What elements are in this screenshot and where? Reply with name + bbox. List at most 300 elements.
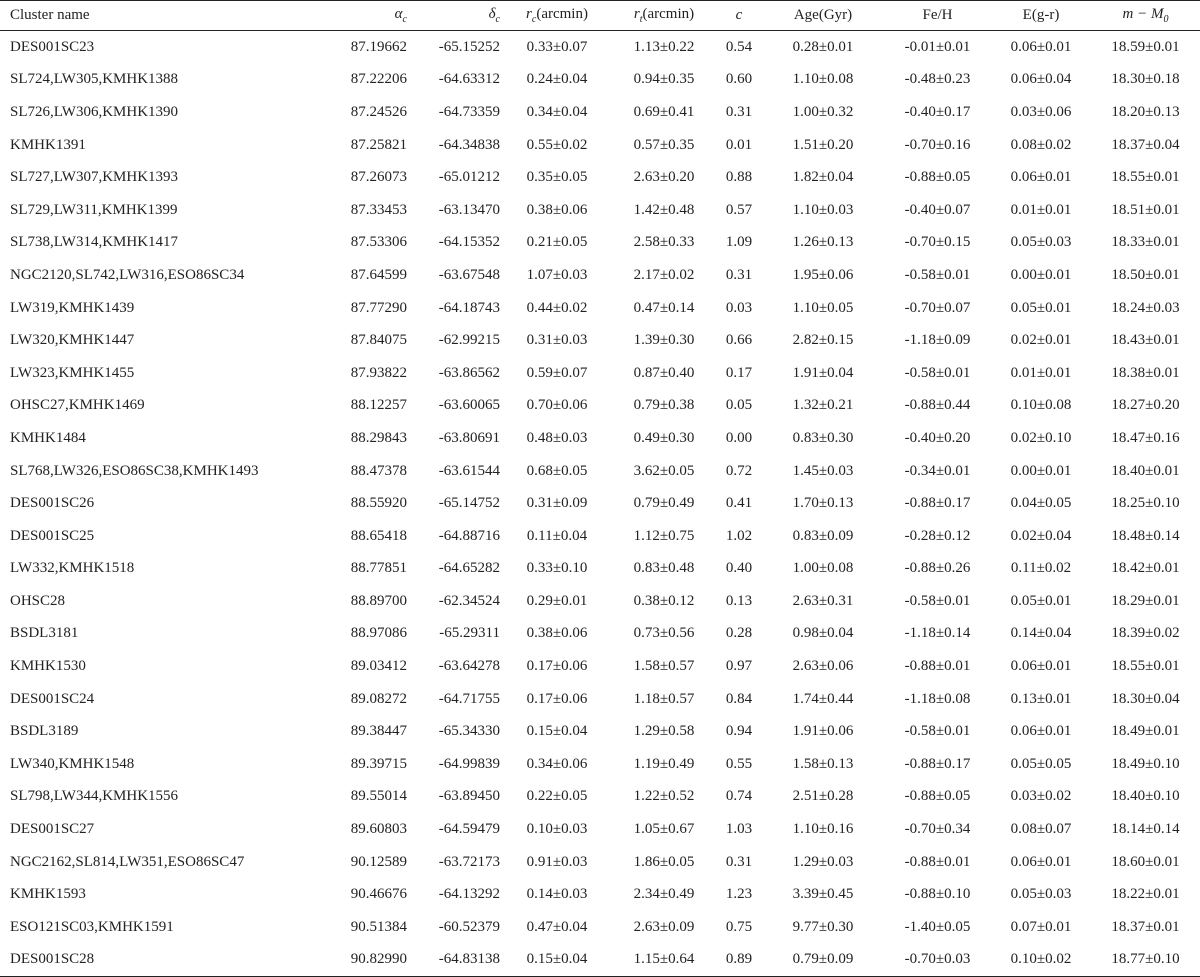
table-row xyxy=(0,813,1200,846)
cell-e-g-r: 0.03±0.02 xyxy=(1010,788,1072,805)
cell-distance-modulus: 18.37±0.04 xyxy=(1111,136,1180,153)
cell-rt-arcmin: 1.19±0.49 xyxy=(633,755,695,772)
cell-delta-c: -63.60065 xyxy=(438,397,500,414)
table-row xyxy=(0,129,1200,162)
cell-rt-arcmin: 0.87±0.40 xyxy=(633,364,695,381)
cell-distance-modulus: 18.25±0.10 xyxy=(1111,495,1180,512)
cell-age-gyr: 0.79±0.09 xyxy=(762,944,884,977)
cell-e-g-r: 0.08±0.07 xyxy=(1010,821,1072,838)
column-header-label: Age(Gyr) xyxy=(793,7,853,23)
cell-rt-arcmin: 1.13±0.22 xyxy=(633,38,695,55)
cell-distance-modulus: 18.14±0.14 xyxy=(1111,821,1180,838)
cell-cluster-name: KMHK1530 xyxy=(10,658,86,675)
cell-delta-c: -60.52379 xyxy=(438,918,500,935)
cell-alpha-c: 90.82990 xyxy=(312,944,409,977)
cell-rc-arcmin: 0.35±0.05 xyxy=(526,169,588,186)
cell-rt-arcmin: 3.62±0.05 xyxy=(633,462,695,479)
cell-rc-arcmin: 0.22±0.05 xyxy=(526,788,588,805)
table-row xyxy=(0,324,1200,357)
cell-fe-h: -1.40±0.05 xyxy=(904,918,971,935)
cell-rt-arcmin: 2.34±0.49 xyxy=(633,886,695,903)
cell-rt-arcmin: 2.63±0.20 xyxy=(633,169,695,186)
cell-alpha-c: 87.33453 xyxy=(350,201,407,218)
cell-concentration: 0.75 xyxy=(725,918,753,935)
cell-fe-h: -0.88±0.01 xyxy=(904,853,971,870)
cell-age-gyr: 1.00±0.32 xyxy=(792,103,854,120)
cell-fe-h: -1.18±0.09 xyxy=(904,332,971,349)
cell-rt-arcmin: 0.38±0.12 xyxy=(633,592,695,609)
cell-alpha-c: 90.46676 xyxy=(350,886,407,903)
cell-distance-modulus: 18.49±0.10 xyxy=(1111,755,1180,772)
cell-rt-arcmin: 1.22±0.52 xyxy=(633,788,695,805)
cell-age-gyr: 0.83±0.30 xyxy=(792,429,854,446)
cell-concentration: 0.60 xyxy=(725,71,753,88)
table-row xyxy=(0,878,1200,911)
cell-cluster-name: ESO121SC03,KMHK1591 xyxy=(10,918,174,935)
cell-age-gyr: 2.51±0.28 xyxy=(792,788,854,805)
cell-distance-modulus: 18.30±0.18 xyxy=(1111,71,1180,88)
column-header-label: E(g-r) xyxy=(1022,7,1060,23)
cell-rt-arcmin: 2.63±0.09 xyxy=(633,918,695,935)
cell-delta-c: -64.83138 xyxy=(409,944,502,977)
cell-rt-arcmin: 1.18±0.57 xyxy=(633,690,695,707)
table-body xyxy=(0,31,1200,977)
table-row xyxy=(0,650,1200,683)
cell-rt-arcmin: 0.69±0.41 xyxy=(633,103,695,120)
cell-age-gyr: 0.98±0.04 xyxy=(792,625,854,642)
cell-alpha-c: 88.97086 xyxy=(350,625,407,642)
cell-fe-h: -0.70±0.07 xyxy=(904,299,971,316)
cell-concentration: 1.03 xyxy=(725,821,753,838)
column-header-cluster-name xyxy=(0,1,312,31)
cell-fe-h: -0.48±0.23 xyxy=(904,71,971,88)
cell-delta-c: -65.34330 xyxy=(438,723,500,740)
table-row xyxy=(0,944,1200,977)
cell-alpha-c: 88.77851 xyxy=(350,560,407,577)
cell-rt-arcmin: 0.79±0.49 xyxy=(633,495,695,512)
cell-e-g-r: 0.06±0.01 xyxy=(1010,169,1072,186)
cell-age-gyr: 1.29±0.03 xyxy=(792,853,854,870)
cell-cluster-name: DES001SC23 xyxy=(10,38,95,55)
cell-cluster-name: NGC2120,SL742,LW316,ESO86SC34 xyxy=(10,266,245,283)
cell-age-gyr: 1.91±0.06 xyxy=(792,723,854,740)
cell-delta-c: -64.63312 xyxy=(438,71,500,88)
column-header-symbol: δ xyxy=(488,6,496,22)
cell-fe-h: -0.70±0.03 xyxy=(884,944,991,977)
column-header-subscript: c xyxy=(402,14,407,25)
cell-e-g-r: 0.11±0.02 xyxy=(1010,560,1072,577)
table-row xyxy=(0,715,1200,748)
cell-distance-modulus: 18.60±0.01 xyxy=(1111,853,1180,870)
column-header-symbol: r xyxy=(633,6,640,22)
cell-rc-arcmin: 0.34±0.06 xyxy=(526,755,588,772)
cell-e-g-r: 0.01±0.01 xyxy=(1010,364,1072,381)
cell-fe-h: -0.88±0.05 xyxy=(904,169,971,186)
cell-fe-h: -0.28±0.12 xyxy=(904,527,971,544)
cell-age-gyr: 2.82±0.15 xyxy=(792,332,854,349)
cell-rt-arcmin: 1.15±0.64 xyxy=(612,944,716,977)
cell-concentration: 0.31 xyxy=(725,103,753,120)
cell-concentration: 0.31 xyxy=(725,266,753,283)
cell-delta-c: -63.67548 xyxy=(438,266,500,283)
cell-e-g-r: 0.04±0.05 xyxy=(1010,495,1072,512)
cell-age-gyr: 1.10±0.08 xyxy=(792,71,854,88)
cell-distance-modulus: 18.51±0.01 xyxy=(1111,201,1180,218)
cell-cluster-name: DES001SC25 xyxy=(10,527,95,544)
cell-e-g-r: 0.02±0.04 xyxy=(1010,527,1072,544)
cell-age-gyr: 1.45±0.03 xyxy=(792,462,854,479)
cell-age-gyr: 1.10±0.05 xyxy=(792,299,854,316)
table-row xyxy=(0,96,1200,129)
column-header-concentration xyxy=(716,1,762,31)
cell-delta-c: -64.88716 xyxy=(438,527,500,544)
cell-alpha-c: 89.03412 xyxy=(350,658,407,675)
cell-fe-h: -0.40±0.17 xyxy=(904,103,971,120)
cell-e-g-r: 0.05±0.03 xyxy=(1010,886,1072,903)
cell-delta-c: -64.59479 xyxy=(438,821,500,838)
cell-concentration: 0.72 xyxy=(725,462,753,479)
cell-e-g-r: 0.06±0.01 xyxy=(1010,658,1072,675)
cell-distance-modulus: 18.48±0.14 xyxy=(1111,527,1180,544)
cell-concentration: 1.02 xyxy=(725,527,753,544)
cell-age-gyr: 2.63±0.31 xyxy=(792,592,854,609)
cell-concentration: 0.88 xyxy=(725,169,753,186)
column-header-subscript: 0 xyxy=(1163,14,1169,25)
cell-alpha-c: 88.12257 xyxy=(350,397,407,414)
cell-age-gyr: 1.58±0.13 xyxy=(792,755,854,772)
cell-distance-modulus: 18.42±0.01 xyxy=(1111,560,1180,577)
cell-rc-arcmin: 0.70±0.06 xyxy=(526,397,588,414)
column-header-symbol: m − M xyxy=(1122,6,1164,22)
cell-concentration: 0.01 xyxy=(725,136,753,153)
cell-rt-arcmin: 1.05±0.67 xyxy=(633,821,695,838)
cell-distance-modulus: 18.47±0.16 xyxy=(1111,429,1180,446)
cell-concentration: 0.03 xyxy=(725,299,753,316)
table-row xyxy=(0,64,1200,97)
cell-rc-arcmin: 0.10±0.03 xyxy=(526,821,588,838)
table-row xyxy=(0,357,1200,390)
cell-rt-arcmin: 1.42±0.48 xyxy=(633,201,695,218)
cell-fe-h: -1.18±0.14 xyxy=(904,625,971,642)
cell-alpha-c: 89.38447 xyxy=(350,723,407,740)
cell-fe-h: -0.70±0.34 xyxy=(904,821,971,838)
table-row xyxy=(0,31,1200,64)
cell-concentration: 0.84 xyxy=(725,690,753,707)
cell-concentration: 0.55 xyxy=(725,755,753,772)
cell-age-gyr: 0.28±0.01 xyxy=(792,38,854,55)
cell-rc-arcmin: 0.33±0.07 xyxy=(526,38,588,55)
cell-rc-arcmin: 0.31±0.03 xyxy=(526,332,588,349)
cell-fe-h: -0.58±0.01 xyxy=(904,592,971,609)
cell-alpha-c: 87.24526 xyxy=(350,103,407,120)
column-header-subscript: c xyxy=(531,14,537,25)
cell-alpha-c: 87.93822 xyxy=(350,364,407,381)
cell-e-g-r: 0.05±0.01 xyxy=(1010,299,1072,316)
cell-alpha-c: 88.89700 xyxy=(350,592,407,609)
cell-e-g-r: 0.06±0.01 xyxy=(1010,38,1072,55)
cell-delta-c: -63.61544 xyxy=(438,462,500,479)
cell-alpha-c: 87.53306 xyxy=(350,234,407,251)
cell-delta-c: -65.14752 xyxy=(438,495,500,512)
table-row xyxy=(0,487,1200,520)
cell-delta-c: -64.15352 xyxy=(438,234,500,251)
cell-rt-arcmin: 0.49±0.30 xyxy=(633,429,695,446)
cell-delta-c: -63.13470 xyxy=(438,201,500,218)
table-row xyxy=(0,748,1200,781)
cell-rc-arcmin: 0.11±0.04 xyxy=(526,527,588,544)
cell-rt-arcmin: 2.17±0.02 xyxy=(633,266,695,283)
table-row xyxy=(0,259,1200,292)
cell-rc-arcmin: 0.33±0.10 xyxy=(526,560,588,577)
cell-e-g-r: 0.03±0.06 xyxy=(1010,103,1072,120)
cell-concentration: 0.17 xyxy=(725,364,753,381)
cell-distance-modulus: 18.59±0.01 xyxy=(1111,38,1180,55)
cell-rt-arcmin: 1.86±0.05 xyxy=(633,853,695,870)
cell-fe-h: -0.58±0.01 xyxy=(904,364,971,381)
cell-e-g-r: 0.14±0.04 xyxy=(1010,625,1072,642)
table-row xyxy=(0,292,1200,325)
cell-fe-h: -0.70±0.15 xyxy=(904,234,971,251)
table-row xyxy=(0,781,1200,814)
cell-fe-h: -0.88±0.01 xyxy=(904,658,971,675)
cell-rc-arcmin: 0.47±0.04 xyxy=(526,918,588,935)
cell-distance-modulus: 18.38±0.01 xyxy=(1111,364,1180,381)
cell-concentration: 0.13 xyxy=(725,592,753,609)
cell-rc-arcmin: 1.07±0.03 xyxy=(526,266,588,283)
cell-fe-h: -0.34±0.01 xyxy=(904,462,971,479)
cell-age-gyr: 1.10±0.16 xyxy=(792,821,854,838)
cell-cluster-name: LW320,KMHK1447 xyxy=(10,332,135,349)
cell-e-g-r: 0.13±0.01 xyxy=(1010,690,1072,707)
column-header-distance-modulus xyxy=(1091,1,1200,31)
table-row xyxy=(0,585,1200,618)
cell-distance-modulus: 18.40±0.10 xyxy=(1111,788,1180,805)
cell-fe-h: -0.70±0.16 xyxy=(904,136,971,153)
cell-age-gyr: 1.74±0.44 xyxy=(792,690,854,707)
cell-delta-c: -63.72173 xyxy=(438,853,500,870)
cell-fe-h: -1.18±0.08 xyxy=(904,690,971,707)
column-header-unit: (arcmin) xyxy=(642,6,695,22)
cell-delta-c: -65.01212 xyxy=(438,169,500,186)
cell-e-g-r: 0.01±0.01 xyxy=(1010,201,1072,218)
cell-fe-h: -0.88±0.26 xyxy=(904,560,971,577)
column-header-alpha-c xyxy=(312,1,409,31)
cell-distance-modulus: 18.39±0.02 xyxy=(1111,625,1180,642)
cell-rt-arcmin: 1.12±0.75 xyxy=(633,527,695,544)
cell-alpha-c: 87.77290 xyxy=(350,299,407,316)
cell-rc-arcmin: 0.91±0.03 xyxy=(526,853,588,870)
cell-fe-h: -0.58±0.01 xyxy=(904,266,971,283)
cell-e-g-r: 0.05±0.01 xyxy=(1010,592,1072,609)
cell-rc-arcmin: 0.21±0.05 xyxy=(526,234,588,251)
cell-distance-modulus: 18.33±0.01 xyxy=(1111,234,1180,251)
cell-age-gyr: 1.95±0.06 xyxy=(792,266,854,283)
cell-e-g-r: 0.10±0.08 xyxy=(1010,397,1072,414)
cell-e-g-r: 0.05±0.03 xyxy=(1010,234,1072,251)
cell-concentration: 0.89 xyxy=(716,944,762,977)
cell-rc-arcmin: 0.29±0.01 xyxy=(526,592,588,609)
cell-concentration: 0.05 xyxy=(725,397,753,414)
cell-e-g-r: 0.08±0.02 xyxy=(1010,136,1072,153)
cell-delta-c: -62.99215 xyxy=(438,332,500,349)
cell-alpha-c: 90.12589 xyxy=(350,853,407,870)
cell-alpha-c: 87.19662 xyxy=(350,38,407,55)
cell-alpha-c: 90.51384 xyxy=(350,918,407,935)
column-header-unit: (arcmin) xyxy=(536,6,588,22)
cell-delta-c: -64.73359 xyxy=(438,103,500,120)
cell-cluster-name: SL768,LW326,ESO86SC38,KMHK1493 xyxy=(10,462,259,479)
cell-alpha-c: 89.55014 xyxy=(350,788,407,805)
cell-rt-arcmin: 1.58±0.57 xyxy=(633,658,695,675)
cell-delta-c: -64.71755 xyxy=(438,690,500,707)
cell-rc-arcmin: 0.24±0.04 xyxy=(526,71,588,88)
cell-rt-arcmin: 0.83±0.48 xyxy=(633,560,695,577)
cell-concentration: 0.54 xyxy=(725,38,753,55)
cell-e-g-r: 0.07±0.01 xyxy=(1010,918,1072,935)
cell-rt-arcmin: 0.79±0.38 xyxy=(633,397,695,414)
cell-delta-c: -63.89450 xyxy=(438,788,500,805)
table-row xyxy=(0,553,1200,586)
cell-concentration: 0.57 xyxy=(725,201,753,218)
cell-cluster-name: DES001SC28 xyxy=(0,944,312,977)
cell-rt-arcmin: 2.58±0.33 xyxy=(633,234,695,251)
cell-distance-modulus: 18.55±0.01 xyxy=(1111,658,1180,675)
column-header-rc-arcmin xyxy=(502,1,612,31)
cell-age-gyr: 2.63±0.06 xyxy=(792,658,854,675)
column-header-symbol: α xyxy=(394,6,403,22)
table-row xyxy=(0,161,1200,194)
cell-concentration: 0.94 xyxy=(725,723,753,740)
table-row xyxy=(0,422,1200,455)
cell-fe-h: -0.01±0.01 xyxy=(904,38,971,55)
cell-delta-c: -64.65282 xyxy=(438,560,500,577)
table-row xyxy=(0,455,1200,488)
cell-e-g-r: 0.00±0.01 xyxy=(1010,462,1072,479)
table-header xyxy=(0,1,1200,31)
cell-distance-modulus: 18.29±0.01 xyxy=(1111,592,1180,609)
table-row xyxy=(0,618,1200,651)
cell-cluster-name: BSDL3181 xyxy=(10,625,79,642)
cell-concentration: 1.09 xyxy=(725,234,753,251)
cell-age-gyr: 0.83±0.09 xyxy=(792,527,854,544)
cell-fe-h: -0.40±0.07 xyxy=(904,201,971,218)
cell-distance-modulus: 18.43±0.01 xyxy=(1111,332,1180,349)
cell-rt-arcmin: 1.29±0.58 xyxy=(633,723,695,740)
cell-delta-c: -64.18743 xyxy=(438,299,500,316)
table-row xyxy=(0,911,1200,944)
cell-rc-arcmin: 0.14±0.03 xyxy=(526,886,588,903)
cell-rc-arcmin: 0.38±0.06 xyxy=(526,625,588,642)
cell-cluster-name: OHSC27,KMHK1469 xyxy=(10,397,145,414)
table-row xyxy=(0,683,1200,716)
cell-e-g-r: 0.00±0.01 xyxy=(1010,266,1072,283)
cell-e-g-r: 0.02±0.01 xyxy=(1010,332,1072,349)
cell-distance-modulus: 18.24±0.03 xyxy=(1111,299,1180,316)
cell-delta-c: -63.80691 xyxy=(438,429,500,446)
cell-concentration: 0.97 xyxy=(725,658,753,675)
cell-rt-arcmin: 0.57±0.35 xyxy=(633,136,695,153)
table-row xyxy=(0,194,1200,227)
column-header-subscript: c xyxy=(495,14,500,25)
cell-distance-modulus: 18.20±0.13 xyxy=(1111,103,1180,120)
cell-alpha-c: 87.84075 xyxy=(350,332,407,349)
cell-cluster-name: SL738,LW314,KMHK1417 xyxy=(10,234,179,251)
cell-rc-arcmin: 0.44±0.02 xyxy=(526,299,588,316)
cell-alpha-c: 87.22206 xyxy=(350,71,407,88)
cell-cluster-name: SL727,LW307,KMHK1393 xyxy=(10,169,179,186)
cell-delta-c: -65.15252 xyxy=(438,38,500,55)
cell-concentration: 1.23 xyxy=(725,886,753,903)
cell-cluster-name: KMHK1484 xyxy=(10,429,86,446)
cell-rc-arcmin: 0.68±0.05 xyxy=(526,462,588,479)
cell-rc-arcmin: 0.17±0.06 xyxy=(526,658,588,675)
cell-alpha-c: 87.64599 xyxy=(350,266,407,283)
cell-alpha-c: 89.60803 xyxy=(350,821,407,838)
cell-e-g-r: 0.02±0.10 xyxy=(1010,429,1072,446)
cell-delta-c: -63.64278 xyxy=(438,658,500,675)
cell-delta-c: -65.29311 xyxy=(439,625,500,642)
cell-cluster-name: BSDL3189 xyxy=(10,723,79,740)
cell-concentration: 0.66 xyxy=(725,332,753,349)
cell-age-gyr: 1.91±0.04 xyxy=(792,364,854,381)
cell-delta-c: -62.34524 xyxy=(438,592,500,609)
cell-cluster-name: LW332,KMHK1518 xyxy=(10,560,135,577)
cell-age-gyr: 1.00±0.08 xyxy=(792,560,854,577)
cell-cluster-name: SL798,LW344,KMHK1556 xyxy=(10,788,179,805)
cell-distance-modulus: 18.40±0.01 xyxy=(1111,462,1180,479)
cell-distance-modulus: 18.22±0.01 xyxy=(1111,886,1180,903)
cell-distance-modulus: 18.77±0.10 xyxy=(1091,944,1200,977)
cell-age-gyr: 3.39±0.45 xyxy=(792,886,854,903)
cell-distance-modulus: 18.49±0.01 xyxy=(1111,723,1180,740)
cell-age-gyr: 9.77±0.30 xyxy=(792,918,854,935)
cell-e-g-r: 0.05±0.05 xyxy=(1010,755,1072,772)
column-header-age-gyr xyxy=(762,1,884,31)
cell-distance-modulus: 18.27±0.20 xyxy=(1111,397,1180,414)
cell-rt-arcmin: 1.39±0.30 xyxy=(633,332,695,349)
cell-rc-arcmin: 0.15±0.04 xyxy=(526,723,588,740)
cell-fe-h: -0.88±0.05 xyxy=(904,788,971,805)
cell-rc-arcmin: 0.38±0.06 xyxy=(526,201,588,218)
cell-rc-arcmin: 0.31±0.09 xyxy=(526,495,588,512)
column-header-delta-c xyxy=(409,1,502,31)
cell-fe-h: -0.88±0.17 xyxy=(904,755,971,772)
cell-fe-h: -0.88±0.44 xyxy=(904,397,971,414)
cell-fe-h: -0.40±0.20 xyxy=(904,429,971,446)
cell-rt-arcmin: 0.73±0.56 xyxy=(633,625,695,642)
cell-age-gyr: 1.51±0.20 xyxy=(792,136,854,153)
cell-rc-arcmin: 0.48±0.03 xyxy=(526,429,588,446)
cell-rc-arcmin: 0.55±0.02 xyxy=(526,136,588,153)
cell-concentration: 0.31 xyxy=(725,853,753,870)
cell-cluster-name: LW340,KMHK1548 xyxy=(10,755,135,772)
cell-rt-arcmin: 0.94±0.35 xyxy=(633,71,695,88)
cell-distance-modulus: 18.50±0.01 xyxy=(1111,266,1180,283)
table-row xyxy=(0,520,1200,553)
table-row xyxy=(0,390,1200,423)
cell-delta-c: -63.86562 xyxy=(438,364,500,381)
cell-delta-c: -64.13292 xyxy=(438,886,500,903)
table-row xyxy=(0,846,1200,879)
cell-rc-arcmin: 0.17±0.06 xyxy=(526,690,588,707)
cell-delta-c: -64.34838 xyxy=(438,136,500,153)
cell-alpha-c: 87.26073 xyxy=(350,169,407,186)
column-header-e-g-r xyxy=(991,1,1091,31)
cell-e-g-r: 0.10±0.02 xyxy=(991,944,1091,977)
cell-alpha-c: 87.25821 xyxy=(350,136,407,153)
cell-age-gyr: 1.32±0.21 xyxy=(792,397,854,414)
cell-cluster-name: KMHK1593 xyxy=(10,886,86,903)
